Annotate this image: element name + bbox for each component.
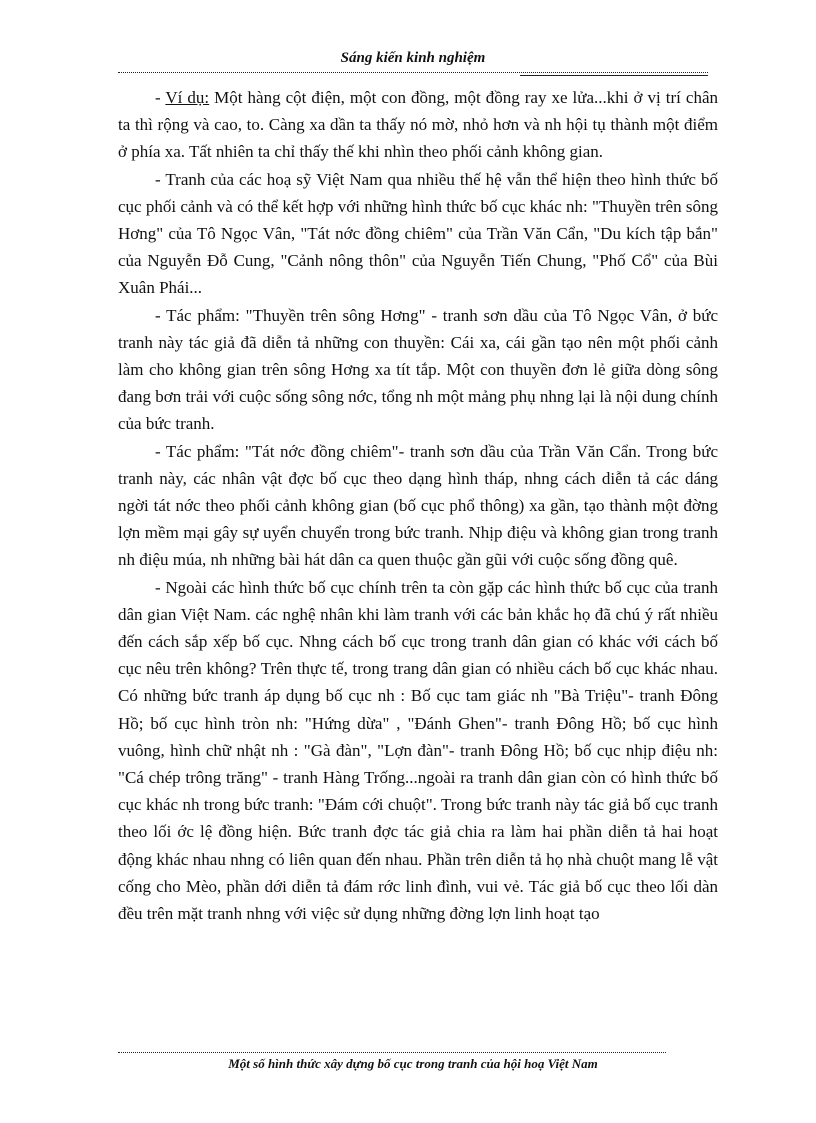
header-divider bbox=[118, 72, 708, 73]
paragraph-text: Một hàng cột điện, một con đồng, một đồng ray xe lửa...khi ở vị trí chân ta thì rộng và cao, to. Càng xa dần ta thấy nó mờ, nhỏ hơn và nh hội tụ thành một điểm ở phía xa. Tất nhiên ta chỉ thấy thế khi nhìn theo phối cảnh không gian. bbox=[118, 88, 718, 162]
paragraph-vietnamese-painters: - Tranh của các hoạ sỹ Việt Nam qua nhiều thế hệ vẫn thể hiện theo hình thức bố cục phối cảnh và có thể kết hợp với những hình thức bố cục khác nh: "Thuyền trên sông Hơng" của Tô Ngọc Vân, "Tát nớc đồng chiêm" của Trần Văn Cẩn, "Du kích tập bắn" của Nguyễn Đỗ Cung, "Cảnh nông thôn" của Nguyễn Tiến Chung, "Phố Cổ" của Bùi Xuân Phái... bbox=[118, 169, 718, 298]
paragraph-folk-painting: - Ngoài các hình thức bố cục chính trên ta còn gặp các hình thức bố cục của tranh dân gian Việt Nam. các nghệ nhân khi làm tranh với các bản khắc họ đã chú ý rất nhiều đến cách sắp xếp bố cục. Nhng cách bố cục trong tranh dân gian có khác với cách bố cục nêu trên không? Trên thực tế, trong trang dân gian có nhiều cách bố cục khác nhau. Có những bức tranh áp dụng bố cục nh : Bố cục tam giác nh "Bà Triệu"- tranh Đông Hồ; bố cục hình tròn nh: "Hứng dừa" , "Đánh Ghen"- tranh Đông Hồ; bố cục hình vuông, hình chữ nhật nh : "Gà đàn", "Lợn đàn"- tranh Đông Hồ; bố cục nhịp điệu nh: "Cá chép trông trăng" - tranh Hàng Trống...ngoài ra tranh dân gian còn có hình thức bố cục khác nh trong bức tranh: "Đám cới chuột". Trong bức tranh này tác giả bố cục tranh theo lối ớc lệ đồng hiện. Bức tranh đợc tác giả chia ra làm hai phần diễn tả hai hoạt động khác nhau nhng có liên quan đến nhau. Phần trên diễn tả họ nhà chuột mang lễ vật cống cho Mèo, phần dới diễn tả đám rớc linh đình, vui vẻ. Tác giả bố cục theo lối dàn đều trên mặt tranh nhng với việc sử dụng những đờng lợn linh hoạt tạo bbox=[118, 577, 718, 924]
document-body bbox=[118, 84, 718, 927]
paragraph-prefix: - bbox=[155, 88, 166, 107]
footer-divider bbox=[118, 1052, 666, 1053]
page-footer-title: Một số hình thức xây dựng bố cục trong tranh của hội hoạ Việt Nam bbox=[228, 1056, 598, 1071]
page-header-title: Sáng kiến kinh nghiệm bbox=[340, 50, 486, 66]
example-label: Ví dụ: bbox=[165, 88, 210, 107]
paragraph-example bbox=[118, 84, 718, 166]
paragraph-thuyen-tren-song-huong: - Tác phẩm: "Thuyền trên sông Hơng" - tranh sơn dầu của Tô Ngọc Vân, ở bức tranh này tác giả đã diễn tả những con thuyền: Cái xa, cái gần tạo nên một phối cảnh làm cho không gian trên sông Hơng xa tít tắp. Một con thuyền đơn lẻ giữa dòng sông đang bơn trải với cuộc sống sông nớc, tổng nh một mảng phụ nhng lại là nội dung chính của bức tranh. bbox=[118, 305, 718, 434]
paragraph-tat-nuoc-dong-chiem: - Tác phẩm: "Tát nớc đồng chiêm"- tranh sơn dầu của Trần Văn Cẩn. Trong bức tranh này, các nhân vật đợc bố cục theo dạng hình tháp, nhng cách diễn tả các dáng ngời tát nớc theo phối cảnh không gian (bố cục phổ thông) xa gần, tạo thành một đờng lợn mềm mại gây sự uyển chuyển trong bức tranh. Nhịp điệu và không gian trong tranh nh điệu múa, nh những bài hát dân ca quen thuộc gần gũi với cuộc sống đồng quê. bbox=[118, 441, 718, 570]
header-divider-solid bbox=[520, 75, 708, 76]
